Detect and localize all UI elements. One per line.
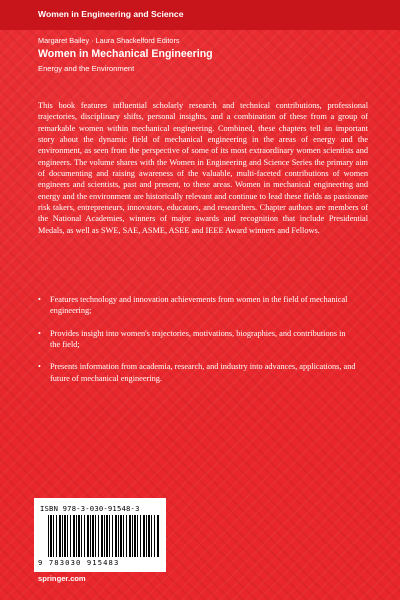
- book-title: Women in Mechanical Engineering: [38, 48, 213, 60]
- isbn-text: ISBN 978-3-030-91548-3: [40, 504, 140, 513]
- barcode-label: [34, 498, 166, 572]
- feature-text: Provides insight into women's trajectories, motivations, biographies, and contributions in the field;: [50, 328, 346, 350]
- feature-list: [38, 294, 356, 395]
- blurb-paragraph: This book features influential scholarly research and technical contributions, professional trajectories, disciplinary shifts, personal insights, and a combination of these from a group of remarkable women within mechanical engineering. Combined, these chapters tell an important story about the dynamic field of mechanical engineering in the areas of energy and the environment, as seen from the perspective of some of its most extraordinary women scientists and engineers. The volume shares with the Women in Engineering and Science Series the primary aim of documenting and raising awareness of the valuable, multi-faceted contributions of women engineers and scientists, past and present, to these areas. Women in mechanical engineering and energy and the environment are historically relevant and continue to lead these fields as passionate risk takers, entrepreneurs, innovators, educators, and researchers. Chapter authors are members of the National Academies, winners of major awards and recognition that include Presidential Medals, as well as SWE, SAE, ASME, ASEE and IEEE Award winners and Fellows.: [38, 101, 368, 235]
- series-name: Women in Engineering and Science: [38, 9, 184, 19]
- barcode-icon: [48, 515, 160, 557]
- series-band: [0, 0, 400, 30]
- feature-item: [38, 294, 356, 317]
- feature-text: Features technology and innovation achievements from women in the field of mechanical engineering;: [50, 295, 348, 316]
- feature-item: [38, 328, 356, 351]
- bullet-icon: •: [38, 295, 41, 304]
- bullet-icon: •: [38, 328, 41, 338]
- feature-text: Presents information from academia, research, and industry into advances, applications, and future of mechanical engineering.: [50, 362, 356, 383]
- editors-line: Margaret Bailey · Laura Shackelford Editors: [38, 36, 180, 45]
- feature-item: [38, 361, 356, 384]
- bullet-icon: •: [38, 362, 41, 372]
- publisher-website[interactable]: springer.com: [38, 574, 86, 583]
- book-subtitle: Energy and the Environment: [38, 64, 135, 73]
- barcode-digits: 9 783030 915483: [38, 558, 120, 567]
